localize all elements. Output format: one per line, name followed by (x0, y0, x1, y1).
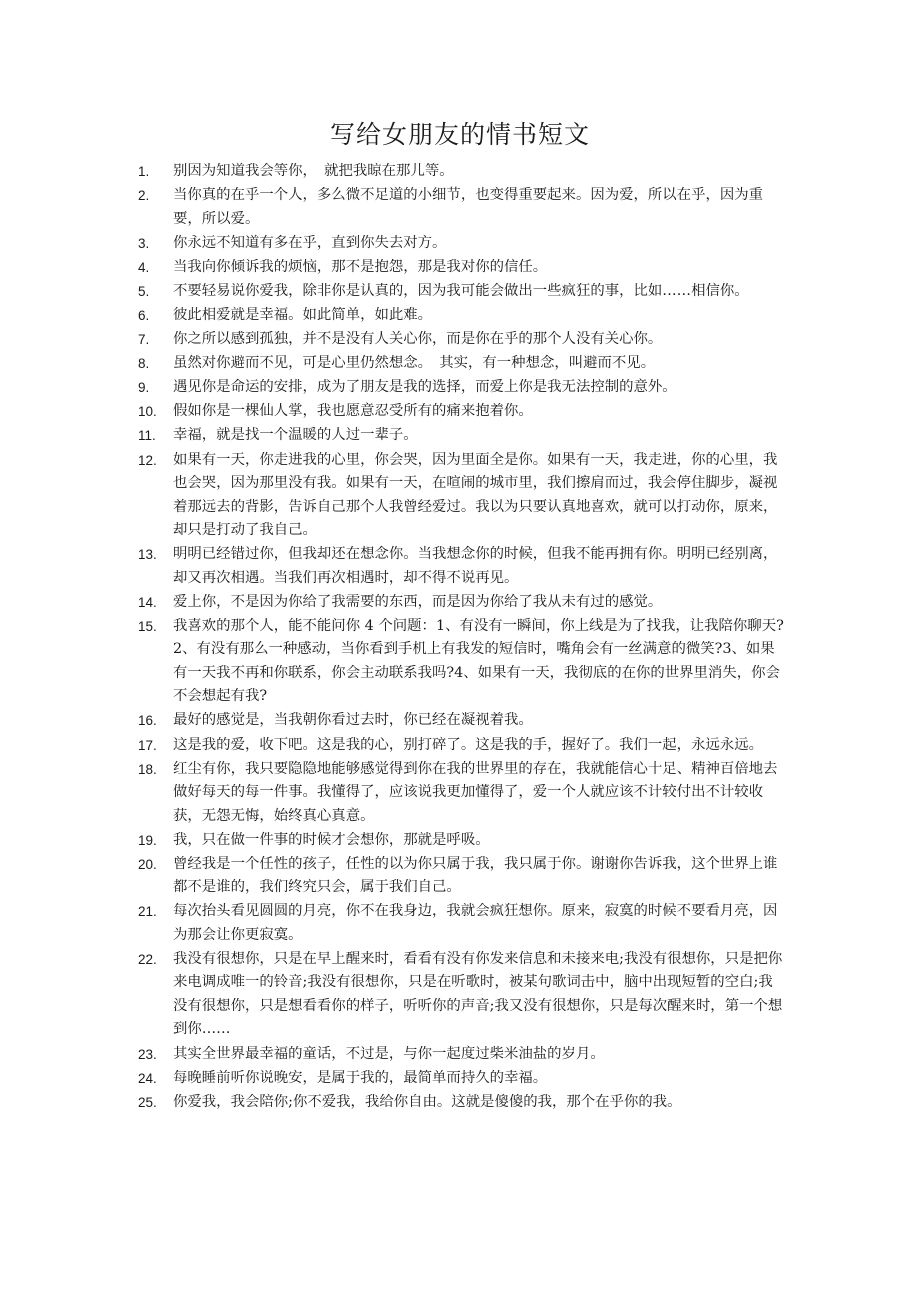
list-item-number: 25. (138, 1094, 157, 1110)
list-item-text: 红尘有你，我只要隐隐地能够感觉得到你在我的世界里的存在，我就能信心十足、精神百倍地去做好每天的每一件事。我懂得了，应该说我更加懂得了，爱一个人就应该不计较付出不计较收获，无怨无悔，始终真心真意。 (173, 760, 778, 824)
list-item-number: 20. (138, 856, 157, 872)
list-item (138, 853, 787, 900)
list-item-number: 13. (138, 547, 157, 563)
list-item (138, 280, 787, 304)
list-item-number: 18. (138, 761, 157, 777)
list-item-text: 我喜欢的那个人，能不能问你 4 个问题：1、有没有一瞬间，你上线是为了找我，让我陪你聊天?2、有没有那么一种感动，当你看到手机上有我发的短信时，嘴角会有一丝满意的微笑?3、如果有一天我不再和你联系，你会主动联系我吗?4、如果有一天，我彻底的在你的世界里消失，你会不会想起有我? (173, 617, 784, 705)
list-item-text: 幸福，就是找一个温暖的人过一辈子。 (173, 427, 418, 444)
list-item-number: 23. (138, 1046, 157, 1062)
list-item-number: 11. (138, 428, 156, 444)
list-item-text: 这是我的爱，收下吧。这是我的心，别打碎了。这是我的手，握好了。我们一起，永远永远。 (173, 736, 764, 753)
list-item-number: 21. (138, 904, 157, 920)
list-item-text: 虽然对你避而不见，可是心里仍然想念。 其实，有一种想念，叫避而不见。 (173, 355, 656, 372)
list-item-number: 10. (138, 404, 157, 420)
list-item-text: 我，只在做一件事的时候才会想你，那就是呼吸。 (173, 831, 490, 848)
list-item-number: 3. (138, 235, 150, 251)
numbered-list (0, 160, 920, 1114)
list-item-number: 16. (138, 713, 157, 729)
list-item (138, 256, 787, 280)
list-item-number: 15. (138, 618, 157, 634)
list-item (138, 352, 787, 376)
list-item (138, 1067, 787, 1091)
list-item-number: 5. (138, 283, 150, 299)
list-item-number: 9. (138, 380, 150, 396)
list-item-number: 6. (138, 307, 150, 323)
list-item-text: 如果有一天，你走进我的心里，你会哭，因为里面全是你。如果有一天，我走进，你的心里，我也会哭，因为那里没有我。如果有一天，在喧闹的城市里，我们擦肩而过，我会停住脚步，凝视着那远去的背影，告诉自己那个人我曾经爱过。我以为只要认真地喜欢，就可以打动你，原来，却只是打动了我自己。 (173, 451, 778, 539)
list-item (138, 160, 787, 184)
list-item-text: 每次抬头看见圆圆的月亮，你不在我身边，我就会疯狂想你。原来，寂寞的时候不要看月亮，因为那会让你更寂寞。 (173, 903, 778, 943)
list-item (138, 709, 787, 733)
list-item-number: 14. (138, 594, 157, 610)
list-item (138, 304, 787, 328)
list-item (138, 328, 787, 352)
list-item-number: 24. (138, 1070, 157, 1086)
list-item-number: 19. (138, 832, 157, 848)
list-item-text: 你爱我，我会陪你;你不爱我，我给你自由。这就是傻傻的我，那个在乎你的我。 (173, 1093, 682, 1110)
list-item-number: 7. (138, 332, 150, 348)
list-item (138, 449, 787, 543)
list-item-number: 17. (138, 737, 157, 753)
list-item (138, 232, 787, 256)
page-title: 写给女朋友的情书短文 (329, 120, 590, 149)
list-item-text: 最好的感觉是，当我朝你看过去时，你已经在凝视着我。 (173, 712, 533, 729)
list-item-text: 假如你是一棵仙人掌，我也愿意忍受所有的痛来抱着你。 (173, 403, 533, 420)
list-item-text: 曾经我是一个任性的孩子，任性的以为你只属于我，我只属于你。谢谢你告诉我，这个世界上谁都不是谁的，我们终究只会，属于我们自己。 (173, 855, 778, 896)
list-item (138, 829, 787, 853)
list-item-number: 22. (138, 951, 157, 967)
list-item (138, 543, 787, 590)
list-item-text: 遇见你是命运的安排，成为了朋友是我的选择，而爱上你是我无法控制的意外。 (173, 379, 677, 396)
list-item-number: 2. (138, 188, 150, 204)
list-item-number: 1. (138, 164, 150, 179)
list-item (138, 734, 787, 758)
list-item-text: 当我向你倾诉我的烦恼，那不是抱怨，那是我对你的信任。 (173, 258, 548, 275)
list-item (138, 184, 787, 231)
list-item-text: 你之所以感到孤独，并不是没有人关心你，而是你在乎的那个人没有关心你。 (173, 331, 663, 348)
list-item-number: 12. (138, 452, 157, 468)
list-item (138, 758, 787, 829)
list-item (138, 591, 787, 615)
list-item-text: 别因为知道我会等你， 就把我晾在那儿等。 (173, 163, 454, 179)
list-item (138, 376, 787, 400)
list-item-text: 你永远不知道有多在乎，直到你失去对方。 (173, 234, 447, 251)
list-item-text: 不要轻易说你爱我，除非你是认真的，因为我可能会做出一些疯狂的事，比如……相信你。 (173, 282, 749, 299)
list-item-text: 彼此相爱就是幸福。如此简单，如此难。 (173, 306, 433, 323)
list-item-text: 爱上你，不是因为你给了我需要的东西，而是因为你给了我从未有过的感觉。 (173, 593, 663, 610)
list-item (138, 948, 787, 1042)
list-item (138, 1091, 787, 1115)
list-item-text: 其实全世界最幸福的童话，不过是，与你一起度过柴米油盐的岁月。 (173, 1045, 605, 1062)
list-item-text: 每晚睡前听你说晚安，是属于我的，最简单而持久的幸福。 (173, 1069, 548, 1086)
list-item-number: 4. (138, 259, 150, 275)
list-item (138, 424, 787, 448)
list-item-text: 我没有很想你，只是在早上醒来时，看看有没有你发来信息和未接来电;我没有很想你，只是把你来电调成唯一的铃音;我没有很想你，只是在听歌时，被某句歌词击中，脑中出现短暂的空白;我没有很想你，只是想看看你的样子，听听你的声音;我又没有很想你，只是每次醒来时，第一个想到你…… (173, 950, 783, 1038)
list-item-number: 8. (138, 356, 150, 372)
list-item-text: 明明已经错过你，但我却还在想念你。当我想念你的时候，但我不能再拥有你。明明已经别离，却又再次相遇。当我们再次相遇时，却不得不说再见。 (173, 546, 778, 586)
list-item (138, 1043, 787, 1067)
list-item (138, 615, 787, 709)
list-item (138, 900, 787, 947)
list-item-text: 当你真的在乎一个人，多么微不足道的小细节，也变得重要起来。因为爱，所以在乎，因为重要，所以爱。 (173, 187, 764, 227)
list-item (138, 400, 787, 424)
